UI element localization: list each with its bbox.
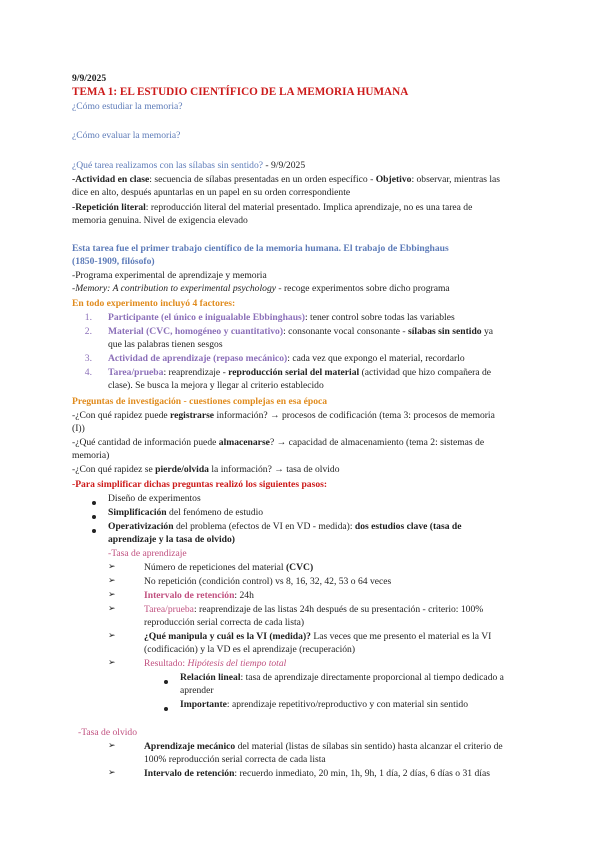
arrow-bullet-icon: ➢	[108, 590, 116, 600]
research-question-forget	[72, 463, 528, 476]
repetition-text: : reproducción literal del material presentado. Implica aprendizaje, no es una tarea de	[145, 202, 473, 213]
research-question-store	[72, 436, 528, 449]
item-text: Número de repeticiones del material	[144, 562, 286, 573]
factor-bold: reproducción serial del material	[228, 367, 360, 378]
factor-tail: ya	[481, 326, 494, 337]
activity-line	[72, 173, 528, 186]
bullet-dot	[92, 529, 96, 533]
item-bold: Intervalo de retención	[144, 768, 235, 779]
bullet-dot	[164, 707, 168, 711]
item-bold: (CVC)	[285, 562, 314, 573]
question-task-text: ¿Qué tarea realizamos con las sílabas sin sentido?	[72, 160, 264, 171]
item-text: del material (listas de sílabas sin sentido) hasta alcanzar el criterio de	[235, 741, 503, 752]
step-text: del fenómeno de estudio	[166, 507, 264, 518]
item-label: Intervalo de retención	[144, 590, 235, 601]
rq-pre: -¿Qué cantidad de información puede	[72, 437, 219, 448]
arrow-bullet-icon: ➢	[108, 562, 116, 572]
bullet-dot	[92, 501, 96, 505]
program-line: -Programa experimental de aprendizaje y memoria	[72, 270, 267, 281]
item-text: No repetición (condición control) vs 8, 16, 32, 42, 53 o 64 veces	[144, 576, 392, 587]
rq-bold: pierde/olvida	[155, 464, 209, 475]
activity-line-2: dice en alto, después apuntarlas en un papel en su orden correspondiente	[72, 187, 351, 198]
factor-tail: (actividad que hizo compañera de	[359, 367, 492, 378]
rq-post: la información? → tasa de olvido	[208, 464, 340, 475]
activity-label: -Actividad en clase	[72, 174, 150, 185]
factor-number: 3.	[84, 353, 92, 364]
factor-cont: clase). Se busca la mejora y llegar al criterio establecido	[108, 380, 324, 391]
item-text: : recuerdo inmediato, 20 min, 1h, 9h, 1 día, 2 días, 6 días o 31 días	[234, 768, 490, 779]
item-cont: reproducción serial correcta de cada lista)	[144, 617, 305, 628]
ebbinghaus-heading: Esta tarea fue el primer trabajo científico de la memoria humana. El trabajo de Ebbinghaus	[72, 243, 449, 254]
factor-text: : reaprendizaje -	[163, 367, 229, 378]
question-evaluate: ¿Cómo evaluar la memoria?	[72, 130, 181, 141]
factor-text: : consonante vocal consonante -	[283, 326, 409, 337]
factor-label: Participante (el único e inigualable Ebbinghaus)	[108, 312, 305, 323]
step-cont: aprendizaje y la tasa de olvido)	[108, 534, 235, 545]
result-text: : tasa de aprendizaje directamente proporcional al tiempo dedicado a	[240, 672, 504, 683]
objective-label: Objetivo	[375, 174, 412, 185]
rq-pre: -¿Con qué rapidez puede	[72, 410, 171, 421]
step-bold: Operativización	[108, 521, 174, 532]
rq-post: ? → capacidad de almacenamiento (tema 2: sistemas de	[269, 437, 485, 448]
factor-number: 1.	[84, 312, 92, 323]
result-cont: aprender	[180, 685, 214, 696]
rq-bold: registrarse	[170, 410, 215, 421]
factor-label: Actividad de aprendizaje (repaso mecánico)	[108, 353, 288, 364]
research-question-register-cont: (I))	[72, 423, 85, 434]
ebbinghaus-heading-2: (1850-1909, filósofo)	[72, 256, 155, 267]
factor-text: : tener control sobre todas las variables	[304, 312, 455, 323]
memory-book-title: -Memory: A contribution to experimental psychology	[72, 283, 276, 294]
factor-number: 4.	[84, 367, 92, 378]
step-bold: Simplificación	[108, 507, 167, 518]
item-text: Las veces que me presento el material es la VI	[310, 631, 492, 642]
learning-rate-heading: -Tasa de aprendizaje	[108, 548, 187, 559]
item-label: Resultado	[144, 658, 183, 669]
memory-book-line	[72, 282, 528, 295]
arrow-bullet-icon: ➢	[108, 741, 116, 751]
rq-post: información? → procesos de codificación (tema 3: procesos de memoria	[214, 410, 495, 421]
result-bold: Relación lineal	[180, 672, 241, 683]
item-bold: ¿Qué manipula y cuál es la VI (medida)?	[144, 631, 311, 642]
repetition-line	[72, 201, 528, 214]
factor-label: Material (CVC, homogéneo y cuantitativo)	[108, 326, 284, 337]
rq-pre: -¿Con qué rapidez se	[72, 464, 156, 475]
hypothesis-text: Hipótesis del tiempo total	[187, 658, 287, 669]
bullet-dot	[92, 515, 96, 519]
question-task-date: - 9/9/2025	[263, 160, 306, 171]
result-text: : aprendizaje repetitivo/reproductivo y con material sin sentido	[226, 699, 469, 710]
factor-number: 2.	[84, 326, 92, 337]
arrow-bullet-icon: ➢	[108, 658, 116, 668]
repetition-line-2: memoria genuina. Nivel de exigencia elevado	[72, 215, 248, 226]
memory-book-text: - recoge experimentos sobre dicho programa	[276, 283, 450, 294]
factor-cont: que las palabras tienen sesgos	[108, 339, 223, 350]
activity-text: : secuencia de sílabas presentadas en un orden específico -	[149, 174, 376, 185]
bullet-dot	[164, 680, 168, 684]
factor-label: Tarea/prueba	[108, 367, 164, 378]
rq-bold: almacenarse	[218, 437, 270, 448]
date-header: 9/9/2025	[72, 73, 107, 84]
question-task	[72, 159, 528, 172]
repetition-label: -Repetición literal	[72, 202, 146, 213]
result-bold: Importante	[180, 699, 227, 710]
item-text: : 24h	[234, 590, 254, 601]
item-cont: 100% reproducción serial correcta de cada lista	[144, 754, 326, 765]
item-label: Tarea/prueba	[144, 604, 194, 615]
research-questions-heading: Preguntas de investigación - cuestiones complejas en esa época	[72, 396, 328, 407]
factor-text: : cada vez que expongo el material, recordarlo	[287, 353, 465, 364]
arrow-bullet-icon: ➢	[108, 631, 116, 641]
research-question-store-cont: memoria)	[72, 450, 110, 461]
factors-heading: En todo experimento incluyó 4 factores:	[72, 298, 236, 309]
step-bold-2: dos estudios clave (tasa de	[354, 521, 462, 532]
item-bold: Aprendizaje mecánico	[144, 741, 236, 752]
arrow-bullet-icon: ➢	[108, 768, 116, 778]
arrow-bullet-icon: ➢	[108, 604, 116, 614]
factor-bold: sílabas sin sentido	[408, 326, 482, 337]
research-question-register	[72, 409, 528, 422]
item-sep: :	[182, 658, 188, 669]
item-cont: (codificación) y la VD es el aprendizaje (recuperación)	[144, 644, 356, 655]
step-text: Diseño de experimentos	[108, 493, 201, 504]
objective-text: : observar, mientras las	[411, 174, 501, 185]
steps-heading: -Para simplificar dichas preguntas realizó los siguientes pasos:	[72, 479, 328, 490]
forgetting-rate-heading: -Tasa de olvido	[78, 727, 138, 738]
arrow-bullet-icon: ➢	[108, 576, 116, 586]
question-study: ¿Cómo estudiar la memoria?	[72, 101, 183, 112]
page-title: TEMA 1: EL ESTUDIO CIENTÍFICO DE LA MEMORIA HUMANA	[72, 86, 409, 98]
step-text: del problema (efectos de VI en VD - medida):	[173, 521, 355, 532]
item-text: : reaprendizaje de las listas 24h después de su presentación - criterio: 100%	[193, 604, 484, 615]
